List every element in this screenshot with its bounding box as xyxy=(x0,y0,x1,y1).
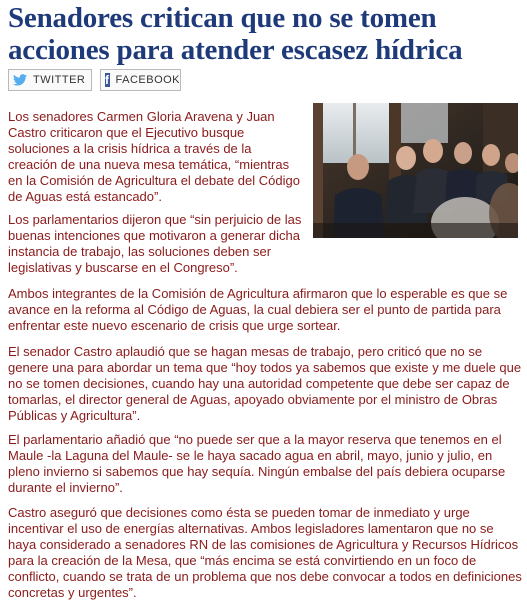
facebook-share-label: FACEBOOK xyxy=(115,74,181,86)
article-paragraph: Castro aseguró que decisiones como ésta se pueden tomar de inmediato y urge incentivar el uso de energías alternativas. Ambos legisladores lamentaron que no se haya considerado a senadores RN de las comisiones de Agricultura y Recursos Hídricos para la creación de la Mesa, que “más encima se está convirtiendo en un foco de conflicto, cuando se trata de un problema que nos debe convocar a todos en definiciones concretas y urgentes”. xyxy=(8,505,522,600)
share-bar xyxy=(8,69,181,91)
twitter-share-label: TWITTER xyxy=(33,74,86,86)
facebook-f-icon: f xyxy=(105,73,110,87)
facebook-share-button[interactable] xyxy=(100,69,181,91)
article-paragraph: El senador Castro aplaudió que se hagan mesas de trabajo, pero criticó que no se genere una para abordar un tema que “hoy todos ya sabemos que existe y me duele que no se tomen decisiones, cuando hay una autoridad competente que debe ser capaz de tomarlas, el director general de Aguas, apoyado obviamente por el ministro de Obras Públicas y Agricultura”. xyxy=(8,344,522,423)
article-photo xyxy=(313,103,518,238)
article-paragraph: Ambos integrantes de la Comisión de Agricultura afirmaron que lo esperable es que se avance en la reforma al Código de Aguas, la cual debiera ser el punto de partida para enfrentar este nuevo escenario de crisis que urge sortear. xyxy=(8,286,508,333)
article-paragraph: Los senadores Carmen Gloria Aravena y Juan Castro criticaron que el Ejecutivo busque soluciones a la crisis hídrica a través de la creación de una nueva mesa temática, “mientras en la Comisión de Agricultura el debate del Código de Aguas está estancado”. xyxy=(8,109,300,204)
twitter-share-button[interactable] xyxy=(8,69,92,91)
article-paragraph: Los parlamentarios dijeron que “sin perjuicio de las buenas intenciones que motivaron a generar dicha instancia de trabajo, las soluciones deben ser legislativas y buscarse en el Congreso”. xyxy=(8,212,302,275)
twitter-bird-icon xyxy=(13,73,27,87)
article-paragraph: El parlamentario añadió que “no puede ser que a la mayor reserva que tenemos en el Maule -la Laguna del Maule- se le haya sacado agua en abril, mayo, junio y julio, en pleno invierno si sabemos que hay sequía. Ningún embalse del país debiera ocuparse durante el invierno”. xyxy=(8,432,506,495)
article-headline: Senadores critican que no se tomen acciones para atender escasez hídrica xyxy=(8,2,463,66)
